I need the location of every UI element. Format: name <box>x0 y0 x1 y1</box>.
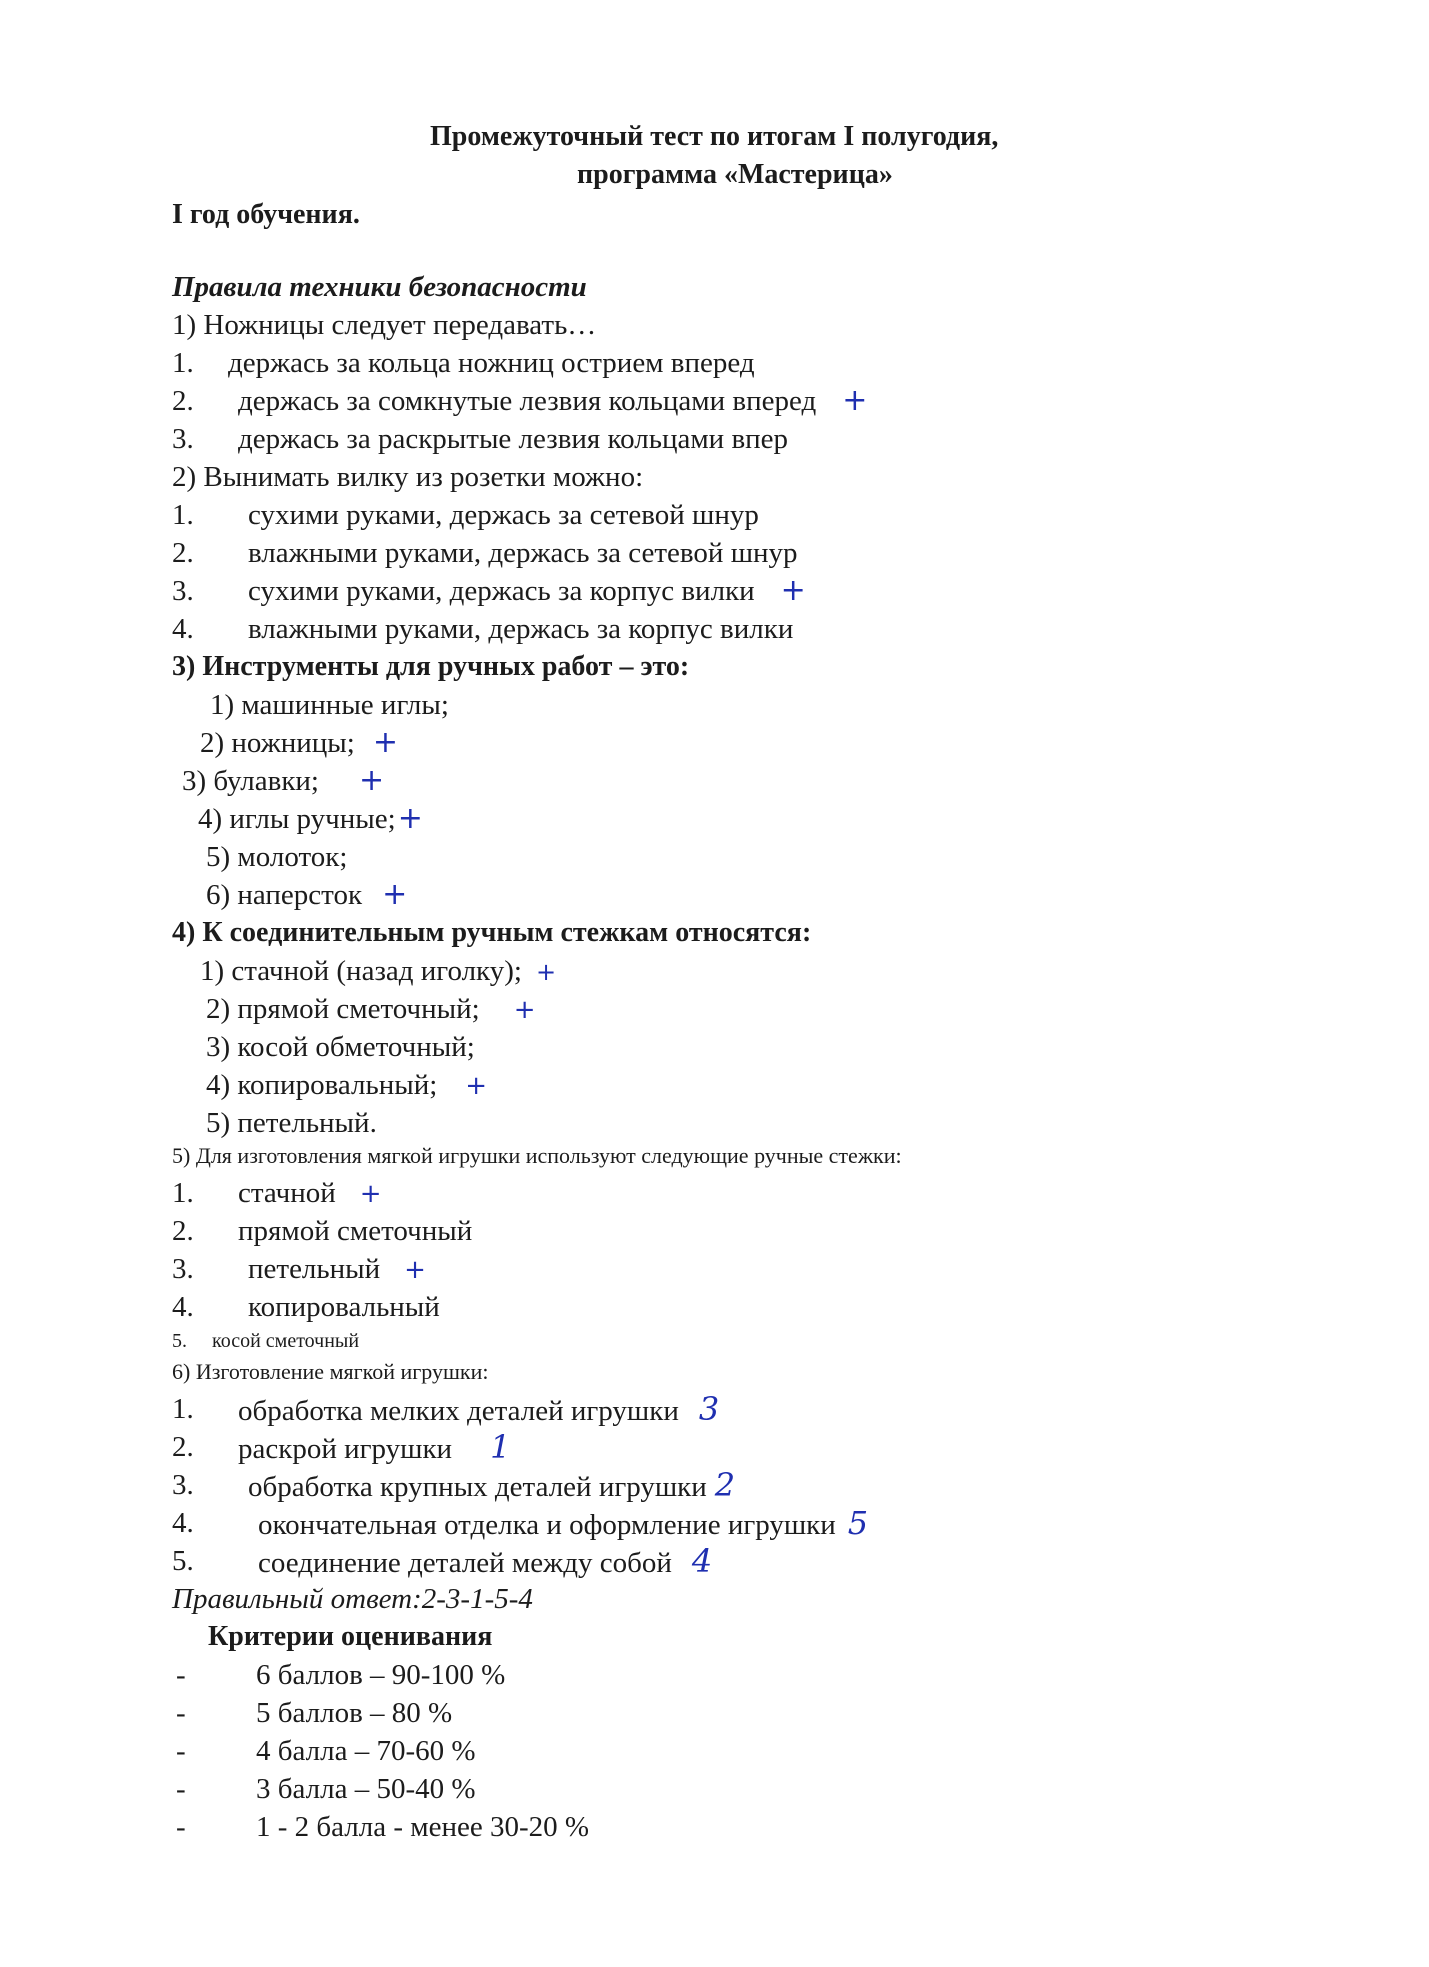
option-text: сухими руками, держась за корпус вилки <box>248 575 755 607</box>
q6-option <box>172 1428 511 1466</box>
q2-option <box>172 612 794 646</box>
option-number: 2. <box>172 537 194 569</box>
handwritten-plus-mark: + <box>382 877 408 912</box>
q6-option <box>172 1504 869 1542</box>
handwritten-plus-mark: + <box>842 383 868 418</box>
option-text: держась за раскрытые лезвия кольцами впер <box>238 423 789 455</box>
option-number: 1. <box>172 499 194 531</box>
handwritten-plus-mark: + <box>535 958 557 986</box>
handwritten-order-number: 1 <box>490 1428 511 1466</box>
option-text: соединение деталей между собой <box>258 1547 672 1579</box>
option-text: 3) косой обметочный; <box>206 1031 475 1063</box>
title-line-2: программа «Мастерица» <box>577 159 893 190</box>
option-text: 5) молоток; <box>206 841 348 873</box>
q5-option <box>172 1252 426 1286</box>
option-number: 2. <box>172 1215 194 1247</box>
option-text: сухими руками, держась за сетевой шнур <box>248 499 759 531</box>
option-text: 2) прямой сметочный; <box>206 993 480 1025</box>
option-text: держась за кольца ножниц острием вперед <box>228 347 755 379</box>
option-text: 5) петельный. <box>206 1107 377 1139</box>
criteria-item <box>176 1734 476 1768</box>
criteria-text: 1 - 2 балла - менее 30-20 % <box>256 1811 590 1843</box>
q4-option <box>206 1068 487 1103</box>
q2-option <box>172 573 806 608</box>
option-number: 4. <box>172 613 194 645</box>
criteria-dash: - <box>176 1659 186 1691</box>
option-number: 3. <box>172 1253 194 1285</box>
question-5: 5) Для изготовления мягкой игрушки используют следующие ручные стежки: <box>172 1143 902 1168</box>
criteria-item <box>176 1772 476 1806</box>
option-text: 6) наперсток <box>206 879 363 911</box>
handwritten-order-number: 2 <box>714 1466 736 1504</box>
option-number: 3. <box>172 575 194 607</box>
option-text: прямой сметочный <box>238 1215 473 1247</box>
q2-option <box>172 498 759 532</box>
option-text: 1) стачной (назад иголку); <box>200 955 522 987</box>
q3-option <box>200 726 398 760</box>
study-year: I год обучения. <box>172 199 360 230</box>
option-text: влажными руками, держась за сетевой шнур <box>248 537 798 569</box>
q4-option <box>206 1106 377 1140</box>
option-text: петельный <box>248 1253 381 1285</box>
option-number: 1. <box>172 1177 194 1209</box>
criteria-dash: - <box>176 1773 186 1805</box>
q6-option <box>172 1542 713 1580</box>
q5-option <box>172 1176 382 1210</box>
criteria-dash: - <box>176 1697 186 1729</box>
handwritten-plus-mark: + <box>359 763 385 798</box>
q5-option <box>172 1328 360 1354</box>
question-2: 2) Вынимать вилку из розетки можно: <box>172 461 644 493</box>
handwritten-order-number: 5 <box>847 1504 869 1542</box>
criteria-item <box>176 1658 506 1692</box>
q5-option <box>172 1214 473 1248</box>
option-number: 1. <box>172 1393 194 1425</box>
q2-option <box>172 536 798 570</box>
criteria-item <box>176 1810 590 1844</box>
option-text: 2) ножницы; <box>200 727 355 759</box>
option-text: окончательная отделка и оформление игрушки <box>258 1509 836 1541</box>
option-text: раскрой игрушки <box>238 1433 453 1465</box>
question-6: 6) Изготовление мягкой игрушки: <box>172 1359 489 1384</box>
handwritten-order-number: 3 <box>698 1390 720 1428</box>
q4-option <box>206 992 535 1027</box>
handwritten-plus-mark: + <box>513 995 536 1025</box>
option-text: обработка мелких деталей игрушки <box>238 1395 679 1427</box>
q1-option <box>172 346 755 380</box>
criteria-dash: - <box>176 1811 186 1843</box>
option-text: косой сметочный <box>212 1330 360 1352</box>
q3-option <box>206 878 407 912</box>
criteria-heading: Критерии оценивания <box>208 1621 493 1652</box>
q6-option <box>172 1466 736 1504</box>
q3-option <box>198 802 423 836</box>
option-number: 2. <box>172 1431 194 1463</box>
option-number: 2. <box>172 385 194 417</box>
option-number: 5. <box>172 1545 194 1577</box>
question-3: 3) Инструменты для ручных работ – это: <box>172 651 690 682</box>
option-text: 1) машинные иглы; <box>210 689 449 721</box>
title-line-1: Промежуточный тест по итогам I полугодия, <box>430 121 999 152</box>
option-number: 4. <box>172 1507 194 1539</box>
option-text: копировальный <box>248 1291 440 1323</box>
option-number: 3. <box>172 1469 194 1501</box>
question-4: 4) К соединительным ручным стежкам относятся: <box>172 917 812 948</box>
option-text: 4) иглы ручные; <box>198 803 396 835</box>
handwritten-plus-mark: + <box>465 1071 488 1101</box>
correct-answer: Правильный ответ:2-3-1-5-4 <box>172 1583 533 1615</box>
handwritten-plus-mark: + <box>359 1179 382 1209</box>
option-number: 1. <box>172 347 194 379</box>
criteria-text: 4 балла – 70-60 % <box>256 1735 476 1767</box>
option-text: обработка крупных деталей игрушки <box>248 1471 707 1503</box>
q3-option <box>206 840 347 874</box>
q1-option <box>172 422 789 456</box>
option-number: 3. <box>172 423 194 455</box>
handwritten-plus-mark: + <box>404 1255 426 1285</box>
criteria-text: 6 баллов – 90-100 % <box>256 1659 506 1691</box>
option-text: влажными руками, держась за корпус вилки <box>248 613 794 645</box>
q6-option <box>172 1390 720 1428</box>
criteria-text: 3 балла – 50-40 % <box>256 1773 476 1805</box>
handwritten-order-number: 4 <box>691 1542 713 1580</box>
criteria-text: 5 баллов – 80 % <box>256 1697 453 1729</box>
option-number: 5. <box>172 1330 187 1352</box>
handwritten-plus-mark: + <box>397 801 423 836</box>
q4-option <box>200 954 556 989</box>
option-text: стачной <box>238 1177 336 1209</box>
option-text: держась за сомкнутые лезвия кольцами вперед <box>238 385 817 417</box>
question-1: 1) Ножницы следует передавать… <box>172 309 597 341</box>
q1-option <box>172 383 868 418</box>
handwritten-plus-mark: + <box>780 573 806 608</box>
q5-option <box>172 1290 440 1324</box>
q3-option <box>210 688 449 722</box>
criteria-dash: - <box>176 1735 186 1767</box>
handwritten-plus-mark: + <box>372 725 398 760</box>
q3-option <box>182 764 384 798</box>
option-number: 4. <box>172 1291 194 1323</box>
section-heading: Правила техники безопасности <box>172 271 587 303</box>
q4-option <box>206 1030 475 1064</box>
criteria-item <box>176 1696 453 1730</box>
option-text: 3) булавки; <box>182 765 319 797</box>
option-text: 4) копировальный; <box>206 1069 438 1101</box>
